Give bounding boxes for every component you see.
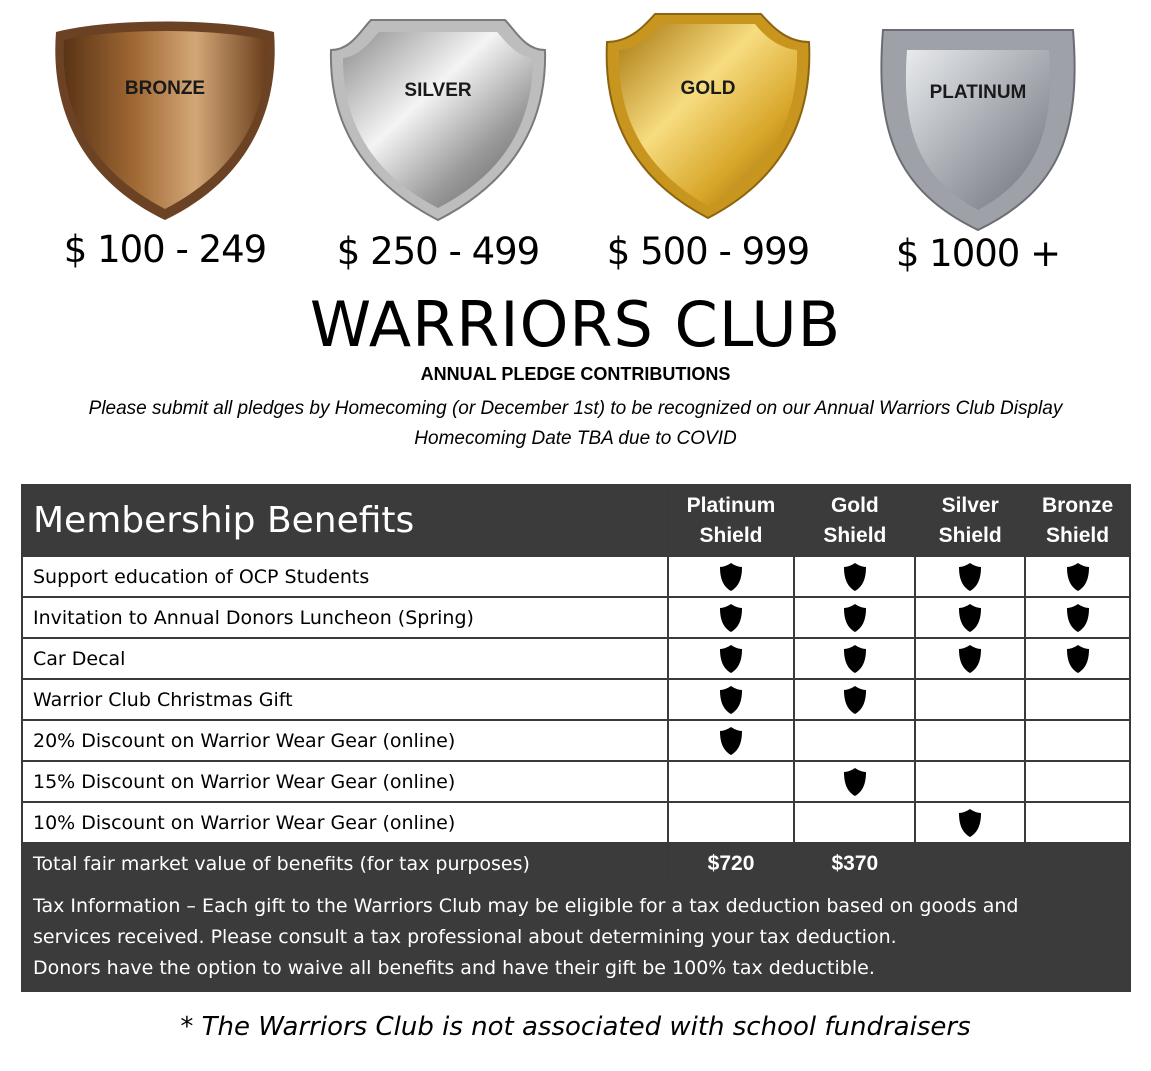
tax-info-row: [22, 884, 1130, 991]
tax-info-line: Donors have the option to waive all benefits and have their gift be 100% tax deductible.: [33, 957, 875, 979]
shield-icon: [842, 565, 868, 587]
column-header-silver: [915, 485, 1025, 556]
page-title: WARRIORS CLUB: [309, 288, 842, 361]
benefit-label: Warrior Club Christmas Gift: [22, 679, 668, 720]
benefit-cell-platinum: [668, 556, 795, 597]
total-row: [22, 843, 1130, 884]
benefit-cell-silver: [915, 597, 1025, 638]
table-row: [22, 597, 1130, 638]
tier-name: SILVER: [404, 80, 472, 101]
tier-price: $ 1000 +: [895, 232, 1061, 275]
tier-price: $ 500 - 999: [606, 230, 810, 273]
column-header-line: Shield: [1046, 523, 1110, 547]
shield-icon: [957, 811, 983, 833]
column-header-line: Shield: [823, 523, 887, 547]
shield-icon: [718, 688, 744, 710]
benefit-cell-platinum: [668, 761, 795, 802]
benefit-label: 10% Discount on Warrior Wear Gear (online): [22, 802, 668, 843]
benefit-cell-platinum: [668, 597, 795, 638]
shield-icon: [957, 647, 983, 669]
total-value-silver: [915, 843, 1025, 884]
tax-info-line: services received. Please consult a tax professional about determining your tax deduction.: [33, 926, 897, 948]
column-header-line: Bronze: [1041, 493, 1114, 517]
benefit-cell-gold: [794, 761, 915, 802]
benefit-cell-bronze: [1025, 679, 1130, 720]
table-heading: Membership Benefits: [22, 485, 668, 556]
platinum-shield-icon: [861, 10, 1095, 235]
benefit-cell-bronze: [1025, 802, 1130, 843]
pledge-note: Please submit all pledges by Homecoming (or December 1st) to be recognized on our Annual Warriors Club Display: [88, 398, 1063, 419]
table-row: [22, 761, 1130, 802]
column-header-line: Shield: [699, 523, 763, 547]
benefit-cell-silver: [915, 802, 1025, 843]
total-label: Total fair market value of benefits (for tax purposes): [22, 843, 668, 884]
tier-price: $ 250 - 499: [336, 230, 540, 273]
column-header-line: Shield: [938, 523, 1002, 547]
column-header-bronze: [1025, 485, 1130, 556]
column-header-gold: [794, 485, 915, 556]
tax-info-line: Tax Information – Each gift to the Warriors Club may be eligible for a tax deduction based on goods and: [33, 895, 1019, 917]
table-row: [22, 679, 1130, 720]
shield-icon: [718, 565, 744, 587]
shield-icon: [1065, 565, 1091, 587]
benefit-cell-platinum: [668, 802, 795, 843]
tier-platinum: [853, 10, 1103, 280]
table-row: [22, 556, 1130, 597]
tier-price: $ 100 - 249: [63, 228, 267, 271]
shield-icon: [957, 606, 983, 628]
tax-info: [22, 884, 1130, 991]
shield-icon: [842, 606, 868, 628]
benefit-cell-gold: [794, 802, 915, 843]
tier-bronze: [40, 10, 290, 280]
table-row: [22, 802, 1130, 843]
benefit-cell-platinum: [668, 638, 795, 679]
total-value-gold: $370: [794, 843, 915, 884]
shield-icon: [957, 565, 983, 587]
benefit-cell-bronze: [1025, 720, 1130, 761]
benefit-cell-platinum: [668, 679, 795, 720]
bronze-shield-icon: [48, 10, 282, 225]
shield-icon: [842, 688, 868, 710]
shield-icon: [718, 606, 744, 628]
tier-silver: [313, 10, 563, 280]
silver-shield-icon: [321, 10, 555, 225]
benefit-cell-bronze: [1025, 597, 1130, 638]
benefit-cell-silver: [915, 679, 1025, 720]
table-row: [22, 720, 1130, 761]
benefit-cell-silver: [915, 638, 1025, 679]
column-header-line: Silver: [941, 493, 999, 517]
shield-icon: [842, 647, 868, 669]
column-header-line: Platinum: [686, 493, 776, 517]
benefit-cell-bronze: [1025, 761, 1130, 802]
benefit-cell-gold: [794, 720, 915, 761]
table-row: [22, 638, 1130, 679]
tier-name: BRONZE: [124, 78, 206, 99]
benefit-label: Support education of OCP Students: [22, 556, 668, 597]
gold-shield-icon: [591, 10, 825, 225]
table-header-row: [22, 485, 1130, 556]
benefit-label: Car Decal: [22, 638, 668, 679]
footer-note: * The Warriors Club is not associated with school fundraisers: [180, 1012, 971, 1042]
page-subtitle: ANNUAL PLEDGE CONTRIBUTIONS: [420, 364, 731, 384]
benefit-cell-silver: [915, 556, 1025, 597]
benefit-cell-silver: [915, 720, 1025, 761]
shield-icon: [718, 729, 744, 751]
total-value-bronze: [1025, 843, 1130, 884]
benefits-table: [21, 484, 1131, 992]
shield-icon: [1065, 647, 1091, 669]
total-value-platinum: $720: [668, 843, 795, 884]
benefit-label: 20% Discount on Warrior Wear Gear (online): [22, 720, 668, 761]
column-header-line: Gold: [830, 493, 879, 517]
homecoming-note: Homecoming Date TBA due to COVID: [414, 428, 737, 449]
tier-name: GOLD: [680, 78, 736, 99]
shield-icon: [1065, 606, 1091, 628]
benefit-cell-gold: [794, 597, 915, 638]
benefit-label: Invitation to Annual Donors Luncheon (Spring): [22, 597, 668, 638]
benefit-cell-gold: [794, 638, 915, 679]
benefit-cell-bronze: [1025, 638, 1130, 679]
benefit-cell-bronze: [1025, 556, 1130, 597]
column-header-platinum: [668, 485, 795, 556]
benefit-cell-gold: [794, 679, 915, 720]
shield-icon: [718, 647, 744, 669]
tier-gold: [583, 10, 833, 280]
benefit-cell-silver: [915, 761, 1025, 802]
benefit-label: 15% Discount on Warrior Wear Gear (online): [22, 761, 668, 802]
benefit-cell-platinum: [668, 720, 795, 761]
shield-icon: [842, 770, 868, 792]
tier-name: PLATINUM: [929, 82, 1027, 103]
benefit-cell-gold: [794, 556, 915, 597]
